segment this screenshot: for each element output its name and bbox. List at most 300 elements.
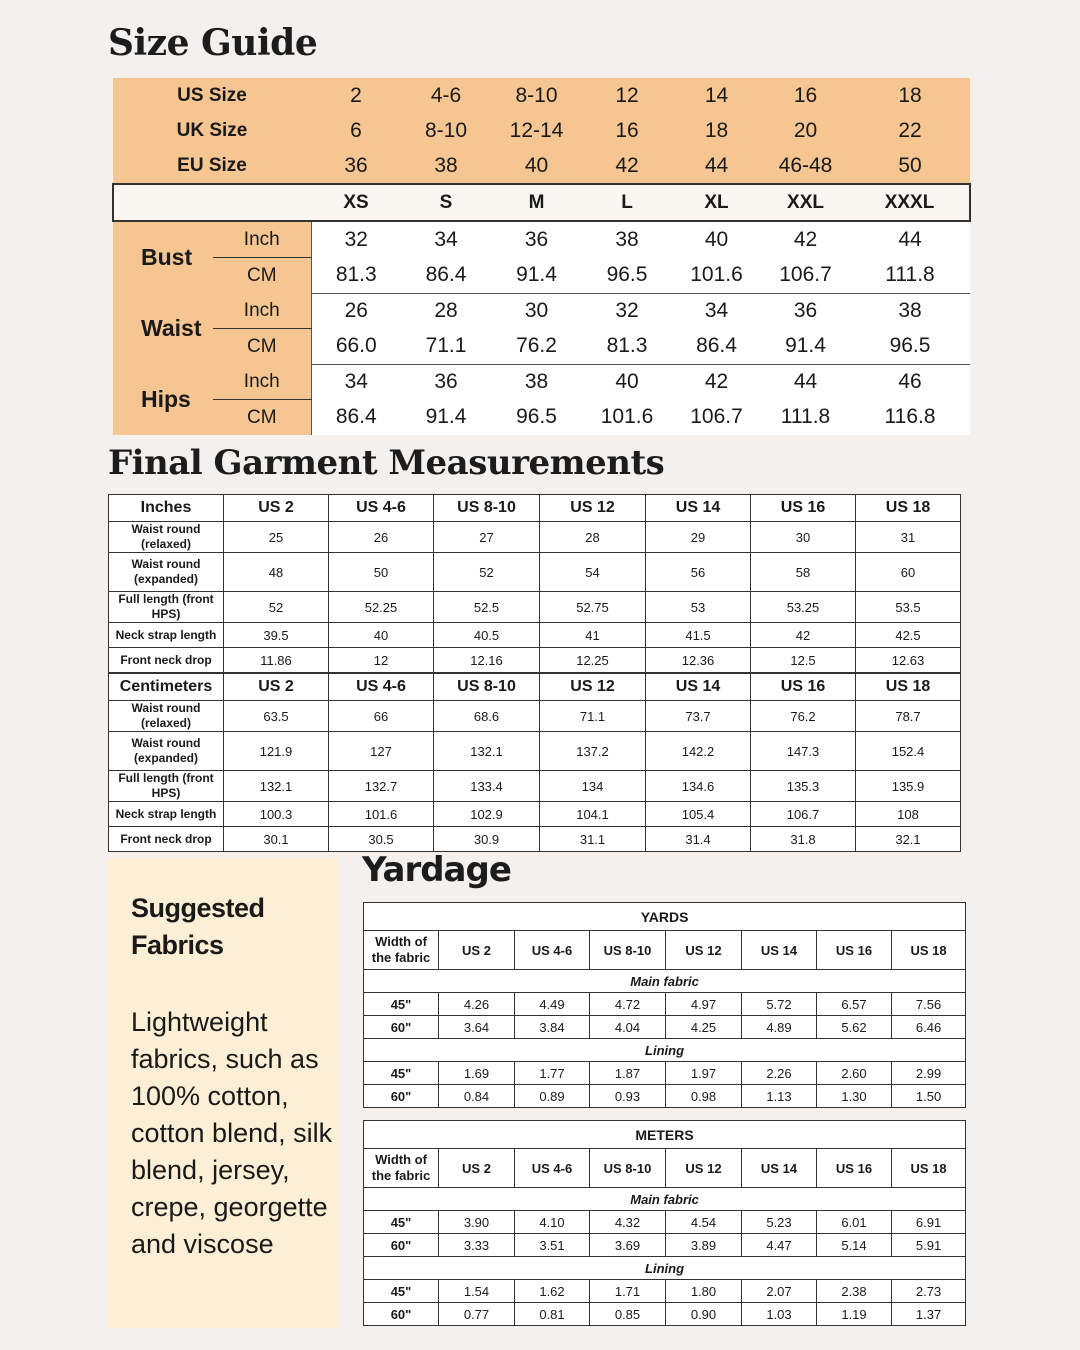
size-cell: 50 bbox=[850, 148, 970, 184]
measure-value: 32 bbox=[311, 221, 401, 258]
yardage-cell: 5.72 bbox=[742, 993, 817, 1016]
measure-row-inch bbox=[113, 364, 970, 400]
size-header: US 16 bbox=[817, 931, 892, 970]
yardage-header-row bbox=[364, 1149, 966, 1188]
final-measurements-cm-table bbox=[108, 673, 961, 852]
unit-label: CM bbox=[213, 258, 311, 294]
measure-value: 76.2 bbox=[491, 329, 582, 365]
table-cell: 27 bbox=[434, 522, 540, 553]
table-cell: 68.6 bbox=[434, 701, 540, 732]
yardage-cell: 1.87 bbox=[590, 1062, 666, 1085]
measure-group-label: Hips bbox=[113, 364, 213, 435]
measure-value: 66.0 bbox=[311, 329, 401, 365]
table-cell: 108 bbox=[856, 802, 961, 827]
size-header: US 18 bbox=[892, 1149, 966, 1188]
size-system-label: US Size bbox=[113, 78, 311, 113]
size-system-label: UK Size bbox=[113, 113, 311, 148]
measure-value: 36 bbox=[761, 293, 850, 329]
table-cell: 31.8 bbox=[751, 827, 856, 852]
yardage-cell: 6.01 bbox=[817, 1211, 892, 1234]
section-label: Main fabric bbox=[364, 1188, 966, 1211]
table-cell: 142.2 bbox=[646, 732, 751, 771]
measure-value: 46 bbox=[850, 364, 970, 400]
measure-value: 96.5 bbox=[582, 258, 672, 294]
size-header: US 8-10 bbox=[590, 1149, 666, 1188]
yardage-cell: 1.71 bbox=[590, 1280, 666, 1303]
table-cell: 12.5 bbox=[751, 648, 856, 673]
measure-row-inch bbox=[113, 293, 970, 329]
table-row bbox=[109, 701, 961, 732]
yardage-cell: 6.57 bbox=[817, 993, 892, 1016]
table-cell: 134.6 bbox=[646, 771, 751, 802]
yardage-row bbox=[364, 993, 966, 1016]
row-label: Front neck drop bbox=[109, 648, 224, 673]
yardage-title-row bbox=[364, 903, 966, 931]
size-header: US 2 bbox=[439, 931, 515, 970]
table-row bbox=[109, 827, 961, 852]
table-cell: 41.5 bbox=[646, 623, 751, 648]
letter-size-cell: S bbox=[401, 184, 491, 221]
size-cell: 46-48 bbox=[761, 148, 850, 184]
measure-value: 26 bbox=[311, 293, 401, 329]
measure-value: 91.4 bbox=[401, 400, 491, 436]
size-system-label: EU Size bbox=[113, 148, 311, 184]
yardage-cell: 3.69 bbox=[590, 1234, 666, 1257]
table-cell: 101.6 bbox=[329, 802, 434, 827]
fabric-width-label: 60" bbox=[364, 1303, 439, 1326]
yardage-cell: 5.23 bbox=[742, 1211, 817, 1234]
measure-group-label: Bust bbox=[113, 221, 213, 293]
size-cell: 22 bbox=[850, 113, 970, 148]
yardage-cell: 2.60 bbox=[817, 1062, 892, 1085]
yardage-cell: 1.62 bbox=[515, 1280, 590, 1303]
table-cell: 12.63 bbox=[856, 648, 961, 673]
table-row bbox=[109, 522, 961, 553]
table-cell: 53.5 bbox=[856, 592, 961, 623]
table-cell: 30.1 bbox=[224, 827, 329, 852]
width-of-fabric-label: Width of the fabric bbox=[364, 931, 439, 970]
letter-size-blank bbox=[113, 184, 311, 221]
yardage-cell: 3.90 bbox=[439, 1211, 515, 1234]
yardage-cell: 4.26 bbox=[439, 993, 515, 1016]
size-header: US 14 bbox=[646, 674, 751, 701]
size-header: US 18 bbox=[856, 495, 961, 522]
yardage-cell: 4.49 bbox=[515, 993, 590, 1016]
unit-header: Centimeters bbox=[109, 674, 224, 701]
row-label: Waist round (relaxed) bbox=[109, 701, 224, 732]
size-cell: 12-14 bbox=[491, 113, 582, 148]
measure-value: 34 bbox=[672, 293, 761, 329]
measure-value: 116.8 bbox=[850, 400, 970, 436]
yardage-cell: 2.26 bbox=[742, 1062, 817, 1085]
yardage-cell: 3.89 bbox=[666, 1234, 742, 1257]
yardage-header-row bbox=[364, 931, 966, 970]
size-guide-table bbox=[112, 78, 971, 435]
yardage-cell: 6.91 bbox=[892, 1211, 966, 1234]
measure-value: 111.8 bbox=[850, 258, 970, 294]
measure-value: 34 bbox=[311, 364, 401, 400]
table-cell: 52.5 bbox=[434, 592, 540, 623]
fabric-width-label: 45" bbox=[364, 993, 439, 1016]
measure-value: 96.5 bbox=[491, 400, 582, 436]
size-header: US 4-6 bbox=[515, 931, 590, 970]
row-label: Full length (front HPS) bbox=[109, 771, 224, 802]
table-row bbox=[109, 592, 961, 623]
yardage-cell: 2.38 bbox=[817, 1280, 892, 1303]
table-cell: 52.75 bbox=[540, 592, 646, 623]
yardage-cell: 0.84 bbox=[439, 1085, 515, 1108]
yardage-cell: 5.62 bbox=[817, 1016, 892, 1039]
measure-value: 36 bbox=[491, 221, 582, 258]
unit-label: Inch bbox=[213, 364, 311, 400]
measure-value: 81.3 bbox=[582, 329, 672, 365]
unit-label: CM bbox=[213, 400, 311, 436]
letter-size-cell: XXXL bbox=[850, 184, 970, 221]
yardage-title-row bbox=[364, 1121, 966, 1149]
yardage-cell: 0.77 bbox=[439, 1303, 515, 1326]
section-row bbox=[364, 1188, 966, 1211]
measure-value: 111.8 bbox=[761, 400, 850, 436]
table-cell: 102.9 bbox=[434, 802, 540, 827]
table-cell: 132.1 bbox=[224, 771, 329, 802]
yardage-row bbox=[364, 1062, 966, 1085]
size-header: US 16 bbox=[751, 495, 856, 522]
yardage-cell: 4.47 bbox=[742, 1234, 817, 1257]
measure-value: 42 bbox=[761, 221, 850, 258]
size-header: US 12 bbox=[666, 931, 742, 970]
yardage-cell: 2.99 bbox=[892, 1062, 966, 1085]
table-cell: 52.25 bbox=[329, 592, 434, 623]
measure-value: 28 bbox=[401, 293, 491, 329]
size-header: US 18 bbox=[856, 674, 961, 701]
size-header: US 18 bbox=[892, 931, 966, 970]
measure-value: 32 bbox=[582, 293, 672, 329]
size-cell: 20 bbox=[761, 113, 850, 148]
yardage-row bbox=[364, 1085, 966, 1108]
fabric-width-label: 60" bbox=[364, 1234, 439, 1257]
table-cell: 12.16 bbox=[434, 648, 540, 673]
table-cell: 12.36 bbox=[646, 648, 751, 673]
yardage-row bbox=[364, 1303, 966, 1326]
size-cell: 4-6 bbox=[401, 78, 491, 113]
yardage-cell: 1.50 bbox=[892, 1085, 966, 1108]
size-cell: 42 bbox=[582, 148, 672, 184]
size-header: US 16 bbox=[751, 674, 856, 701]
unit-label: Inch bbox=[213, 293, 311, 329]
table-row bbox=[109, 623, 961, 648]
size-cell: 16 bbox=[582, 113, 672, 148]
table-cell: 121.9 bbox=[224, 732, 329, 771]
table-row bbox=[109, 732, 961, 771]
letter-size-cell: XS bbox=[311, 184, 401, 221]
row-label: Neck strap length bbox=[109, 623, 224, 648]
yardage-row bbox=[364, 1280, 966, 1303]
size-header: US 2 bbox=[439, 1149, 515, 1188]
table-cell: 26 bbox=[329, 522, 434, 553]
size-cell: 8-10 bbox=[491, 78, 582, 113]
suggested-fabrics-panel bbox=[107, 858, 338, 1328]
yardage-cell: 4.10 bbox=[515, 1211, 590, 1234]
measure-value: 34 bbox=[401, 221, 491, 258]
yardage-cell: 1.03 bbox=[742, 1303, 817, 1326]
yardage-cell: 1.54 bbox=[439, 1280, 515, 1303]
unit-label: CM bbox=[213, 329, 311, 365]
size-header: US 4-6 bbox=[329, 495, 434, 522]
yardage-cell: 3.84 bbox=[515, 1016, 590, 1039]
table-cell: 147.3 bbox=[751, 732, 856, 771]
table-cell: 152.4 bbox=[856, 732, 961, 771]
table-cell: 48 bbox=[224, 553, 329, 592]
size-cell: 44 bbox=[672, 148, 761, 184]
unit-header: Inches bbox=[109, 495, 224, 522]
table-cell: 132.7 bbox=[329, 771, 434, 802]
yardage-cell: 4.72 bbox=[590, 993, 666, 1016]
measure-value: 40 bbox=[672, 221, 761, 258]
table-cell: 100.3 bbox=[224, 802, 329, 827]
section-row bbox=[364, 1039, 966, 1062]
measure-value: 91.4 bbox=[491, 258, 582, 294]
measure-row-cm bbox=[113, 400, 970, 436]
yardage-cell: 1.37 bbox=[892, 1303, 966, 1326]
yardage-cell: 7.56 bbox=[892, 993, 966, 1016]
table-cell: 60 bbox=[856, 553, 961, 592]
yardage-row bbox=[364, 1016, 966, 1039]
table-cell: 53 bbox=[646, 592, 751, 623]
size-header-row bbox=[113, 78, 970, 113]
yardage-cell: 3.64 bbox=[439, 1016, 515, 1039]
table-header-row bbox=[109, 495, 961, 522]
table-cell: 132.1 bbox=[434, 732, 540, 771]
measure-group-label: Waist bbox=[113, 293, 213, 364]
table-cell: 105.4 bbox=[646, 802, 751, 827]
yardage-cell: 0.89 bbox=[515, 1085, 590, 1108]
letter-size-cell: L bbox=[582, 184, 672, 221]
table-cell: 134 bbox=[540, 771, 646, 802]
table-cell: 31.4 bbox=[646, 827, 751, 852]
table-cell: 28 bbox=[540, 522, 646, 553]
table-cell: 12 bbox=[329, 648, 434, 673]
size-header: US 4-6 bbox=[515, 1149, 590, 1188]
yardage-title: Yardage bbox=[362, 850, 511, 890]
table-cell: 104.1 bbox=[540, 802, 646, 827]
yardage-cell: 1.77 bbox=[515, 1062, 590, 1085]
measure-value: 101.6 bbox=[672, 258, 761, 294]
table-row bbox=[109, 648, 961, 673]
measure-value: 101.6 bbox=[582, 400, 672, 436]
yardage-cell: 0.90 bbox=[666, 1303, 742, 1326]
measure-row-cm bbox=[113, 329, 970, 365]
fabric-width-label: 45" bbox=[364, 1211, 439, 1234]
table-cell: 52 bbox=[224, 592, 329, 623]
row-label: Front neck drop bbox=[109, 827, 224, 852]
table-cell: 30.9 bbox=[434, 827, 540, 852]
yardage-cell: 1.69 bbox=[439, 1062, 515, 1085]
yardage-cell: 2.73 bbox=[892, 1280, 966, 1303]
yardage-cell: 1.97 bbox=[666, 1062, 742, 1085]
size-header: US 8-10 bbox=[434, 674, 540, 701]
measure-value: 44 bbox=[761, 364, 850, 400]
table-cell: 56 bbox=[646, 553, 751, 592]
measure-value: 38 bbox=[582, 221, 672, 258]
table-cell: 52 bbox=[434, 553, 540, 592]
table-cell: 73.7 bbox=[646, 701, 751, 732]
size-header: US 14 bbox=[742, 1149, 817, 1188]
letter-size-cell: M bbox=[491, 184, 582, 221]
size-cell: 12 bbox=[582, 78, 672, 113]
measure-value: 30 bbox=[491, 293, 582, 329]
final-measurements-title: Final Garment Measurements bbox=[108, 443, 665, 483]
table-cell: 66 bbox=[329, 701, 434, 732]
yardage-cell: 0.81 bbox=[515, 1303, 590, 1326]
size-cell: 18 bbox=[672, 113, 761, 148]
size-cell: 36 bbox=[311, 148, 401, 184]
yardage-cell: 1.30 bbox=[817, 1085, 892, 1108]
table-cell: 58 bbox=[751, 553, 856, 592]
size-header: US 12 bbox=[540, 495, 646, 522]
size-header-row bbox=[113, 148, 970, 184]
table-cell: 127 bbox=[329, 732, 434, 771]
size-cell: 40 bbox=[491, 148, 582, 184]
table-cell: 133.4 bbox=[434, 771, 540, 802]
size-header: US 12 bbox=[666, 1149, 742, 1188]
measure-row-inch bbox=[113, 221, 970, 258]
final-measurements-inches-table bbox=[108, 494, 961, 673]
table-cell: 31.1 bbox=[540, 827, 646, 852]
row-label: Waist round (expanded) bbox=[109, 553, 224, 592]
size-header: US 8-10 bbox=[434, 495, 540, 522]
measure-value: 38 bbox=[850, 293, 970, 329]
table-cell: 76.2 bbox=[751, 701, 856, 732]
yardage-cell: 0.85 bbox=[590, 1303, 666, 1326]
size-header: US 2 bbox=[224, 495, 329, 522]
row-label: Waist round (relaxed) bbox=[109, 522, 224, 553]
table-row bbox=[109, 802, 961, 827]
table-cell: 53.25 bbox=[751, 592, 856, 623]
table-header-row bbox=[109, 674, 961, 701]
measure-value: 36 bbox=[401, 364, 491, 400]
yardage-row bbox=[364, 1211, 966, 1234]
table-cell: 30 bbox=[751, 522, 856, 553]
fabric-width-label: 60" bbox=[364, 1016, 439, 1039]
measure-value: 96.5 bbox=[850, 329, 970, 365]
table-cell: 63.5 bbox=[224, 701, 329, 732]
table-cell: 39.5 bbox=[224, 623, 329, 648]
yardage-cell: 4.54 bbox=[666, 1211, 742, 1234]
yardage-cell: 6.46 bbox=[892, 1016, 966, 1039]
fabric-width-label: 45" bbox=[364, 1062, 439, 1085]
table-cell: 42.5 bbox=[856, 623, 961, 648]
fabric-width-label: 60" bbox=[364, 1085, 439, 1108]
unit-label: Inch bbox=[213, 221, 311, 258]
measure-value: 106.7 bbox=[761, 258, 850, 294]
yardage-cell: 3.33 bbox=[439, 1234, 515, 1257]
size-header: US 16 bbox=[817, 1149, 892, 1188]
table-cell: 40 bbox=[329, 623, 434, 648]
table-cell: 42 bbox=[751, 623, 856, 648]
width-of-fabric-label: Width of the fabric bbox=[364, 1149, 439, 1188]
size-cell: 2 bbox=[311, 78, 401, 113]
yardage-cell: 1.19 bbox=[817, 1303, 892, 1326]
table-cell: 71.1 bbox=[540, 701, 646, 732]
yardage-cell: 2.07 bbox=[742, 1280, 817, 1303]
letter-size-row bbox=[113, 184, 970, 221]
table-cell: 40.5 bbox=[434, 623, 540, 648]
table-cell: 12.25 bbox=[540, 648, 646, 673]
section-label: Main fabric bbox=[364, 970, 966, 993]
measure-value: 91.4 bbox=[761, 329, 850, 365]
row-label: Neck strap length bbox=[109, 802, 224, 827]
size-header: US 4-6 bbox=[329, 674, 434, 701]
letter-size-cell: XL bbox=[672, 184, 761, 221]
row-label: Full length (front HPS) bbox=[109, 592, 224, 623]
suggested-fabrics-text: Lightweight fabrics, such as 100% cotton, cotton blend, silk blend, jersey, crepe, georgette and viscose bbox=[131, 1007, 333, 1259]
table-cell: 31 bbox=[856, 522, 961, 553]
size-header-row bbox=[113, 113, 970, 148]
table-cell: 30.5 bbox=[329, 827, 434, 852]
size-header: US 12 bbox=[540, 674, 646, 701]
table-cell: 54 bbox=[540, 553, 646, 592]
measure-value: 71.1 bbox=[401, 329, 491, 365]
size-header: US 8-10 bbox=[590, 931, 666, 970]
yardage-cell: 1.13 bbox=[742, 1085, 817, 1108]
yardage-row bbox=[364, 1234, 966, 1257]
size-cell: 18 bbox=[850, 78, 970, 113]
table-cell: 29 bbox=[646, 522, 751, 553]
section-label: Lining bbox=[364, 1257, 966, 1280]
size-cell: 14 bbox=[672, 78, 761, 113]
size-cell: 6 bbox=[311, 113, 401, 148]
measure-value: 44 bbox=[850, 221, 970, 258]
measure-value: 86.4 bbox=[672, 329, 761, 365]
yardage-cell: 0.98 bbox=[666, 1085, 742, 1108]
table-cell: 25 bbox=[224, 522, 329, 553]
yardage-cell: 4.25 bbox=[666, 1016, 742, 1039]
yardage-cell: 4.89 bbox=[742, 1016, 817, 1039]
table-cell: 137.2 bbox=[540, 732, 646, 771]
measure-value: 106.7 bbox=[672, 400, 761, 436]
measure-value: 42 bbox=[672, 364, 761, 400]
yardage-cell: 5.14 bbox=[817, 1234, 892, 1257]
letter-size-cell: XXL bbox=[761, 184, 850, 221]
suggested-fabrics-title: Suggested Fabrics bbox=[131, 893, 265, 960]
size-header: US 14 bbox=[646, 495, 751, 522]
size-cell: 38 bbox=[401, 148, 491, 184]
table-row bbox=[109, 553, 961, 592]
measure-row-cm bbox=[113, 258, 970, 294]
table-cell: 135.3 bbox=[751, 771, 856, 802]
measure-value: 86.4 bbox=[401, 258, 491, 294]
measure-value: 40 bbox=[582, 364, 672, 400]
measure-value: 86.4 bbox=[311, 400, 401, 436]
yardage-cell: 1.80 bbox=[666, 1280, 742, 1303]
section-label: Lining bbox=[364, 1039, 966, 1062]
size-cell: 8-10 bbox=[401, 113, 491, 148]
measure-value: 81.3 bbox=[311, 258, 401, 294]
yardage-cell: 3.51 bbox=[515, 1234, 590, 1257]
table-cell: 32.1 bbox=[856, 827, 961, 852]
size-header: US 14 bbox=[742, 931, 817, 970]
section-row bbox=[364, 1257, 966, 1280]
yardage-cell: 0.93 bbox=[590, 1085, 666, 1108]
table-cell: 106.7 bbox=[751, 802, 856, 827]
yardage-cell: 5.91 bbox=[892, 1234, 966, 1257]
table-cell: 11.86 bbox=[224, 648, 329, 673]
yardage-cell: 4.32 bbox=[590, 1211, 666, 1234]
yardage-meters-table bbox=[363, 1120, 966, 1326]
size-guide-title: Size Guide bbox=[108, 22, 318, 64]
size-header: US 2 bbox=[224, 674, 329, 701]
size-cell: 16 bbox=[761, 78, 850, 113]
